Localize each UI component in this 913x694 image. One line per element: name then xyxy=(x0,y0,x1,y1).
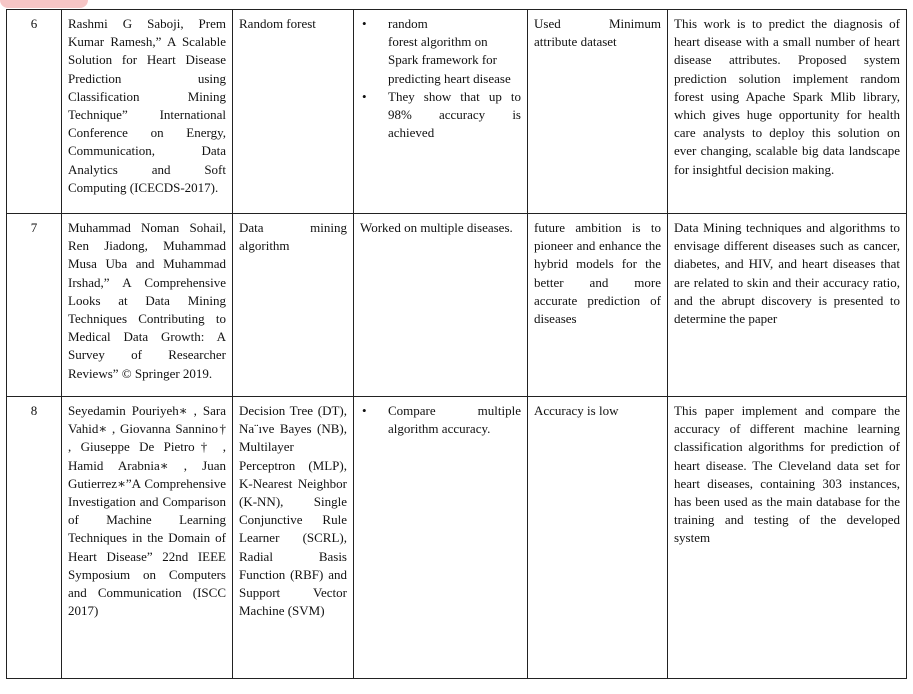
row-number: 6 xyxy=(7,10,62,214)
description-cell: This paper implement and compare the accuracy of different machine learning classification algorithms for prediction of heart disease. The Cleveland data set for heart diseases, containing 303 instances, has been used as the main database for the training and testing of the developed system xyxy=(668,397,907,679)
corner-decoration xyxy=(0,0,88,8)
findings-cell: Worked on multiple diseases. xyxy=(354,214,528,397)
table-row xyxy=(7,397,907,679)
findings-list xyxy=(360,15,521,142)
paper-citation: Rashmi G Saboji, Prem Kumar Ramesh,” A Scalable Solution for Heart Disease Prediction using Classification Mining Technique” International Conference on Energy, Communication, Data Analytics and Soft Computing (ICECDS-2017). xyxy=(62,10,233,214)
findings-cell xyxy=(354,397,528,679)
list-item: • They show that up to 98% accuracy is achieved xyxy=(388,88,521,143)
literature-review-table xyxy=(6,9,907,679)
list-item: • random forest algorithm on Spark framework for predicting heart disease xyxy=(388,15,521,88)
technique-cell: Random forest xyxy=(233,10,354,214)
table-row xyxy=(7,10,907,214)
description-cell: This work is to predict the diagnosis of heart disease with a small number of heart disease attributes. Proposed system prediction solution implement random forest using Apache Spark Mlib library, which gives huge opportunity for health care analysts to deploy this solution on ever changing, scalable big data landscape for insightful decision making. xyxy=(668,10,907,214)
limitation-cell: Used Minimum attribute dataset xyxy=(528,10,668,214)
description-cell: Data Mining techniques and algorithms to envisage different diseases such as cancer, diabetes, and HIV, and heart diseases that are related to skin and their accuracy ratio, and the abrupt discovery is presented to determine the paper xyxy=(668,214,907,397)
list-item: • Compare multiple algorithm accuracy. xyxy=(388,402,521,438)
paper-citation: Seyedamin Pouriyeh∗ , Sara Vahid∗ , Giovanna Sannino† , Giuseppe De Pietro† , Hamid Arabnia∗ , Juan Gutierrez∗”A Comprehensive Investigation and Comparison of Machine Learning Techniques in the Domain of Heart Disease” 22nd IEEE Symposium on Computers and Communication (ISCC 2017) xyxy=(62,397,233,679)
row-number: 7 xyxy=(7,214,62,397)
findings-list xyxy=(360,402,521,438)
row-number: 8 xyxy=(7,397,62,679)
table-row xyxy=(7,214,907,397)
limitation-cell: future ambition is to pioneer and enhance the hybrid models for the better and more accurate prediction of diseases xyxy=(528,214,668,397)
technique-cell: Decision Tree (DT), Na¨ıve Bayes (NB), Multilayer Perceptron (MLP), K-Nearest Neighbor (K-NN), Single Conjunctive Rule Learner (SCRL), Radial Basis Function (RBF) and Support Vector Machine (SVM) xyxy=(233,397,354,679)
findings-cell xyxy=(354,10,528,214)
paper-citation: Muhammad Noman Sohail, Ren Jiadong, Muhammad Musa Uba and Muhammad Irshad,” A Comprehensive Looks at Data Mining Techniques Contributing to Medical Data Growth: A Survey of Researcher Reviews” © Springer 2019. xyxy=(62,214,233,397)
technique-cell: Data mining algorithm xyxy=(233,214,354,397)
limitation-cell: Accuracy is low xyxy=(528,397,668,679)
